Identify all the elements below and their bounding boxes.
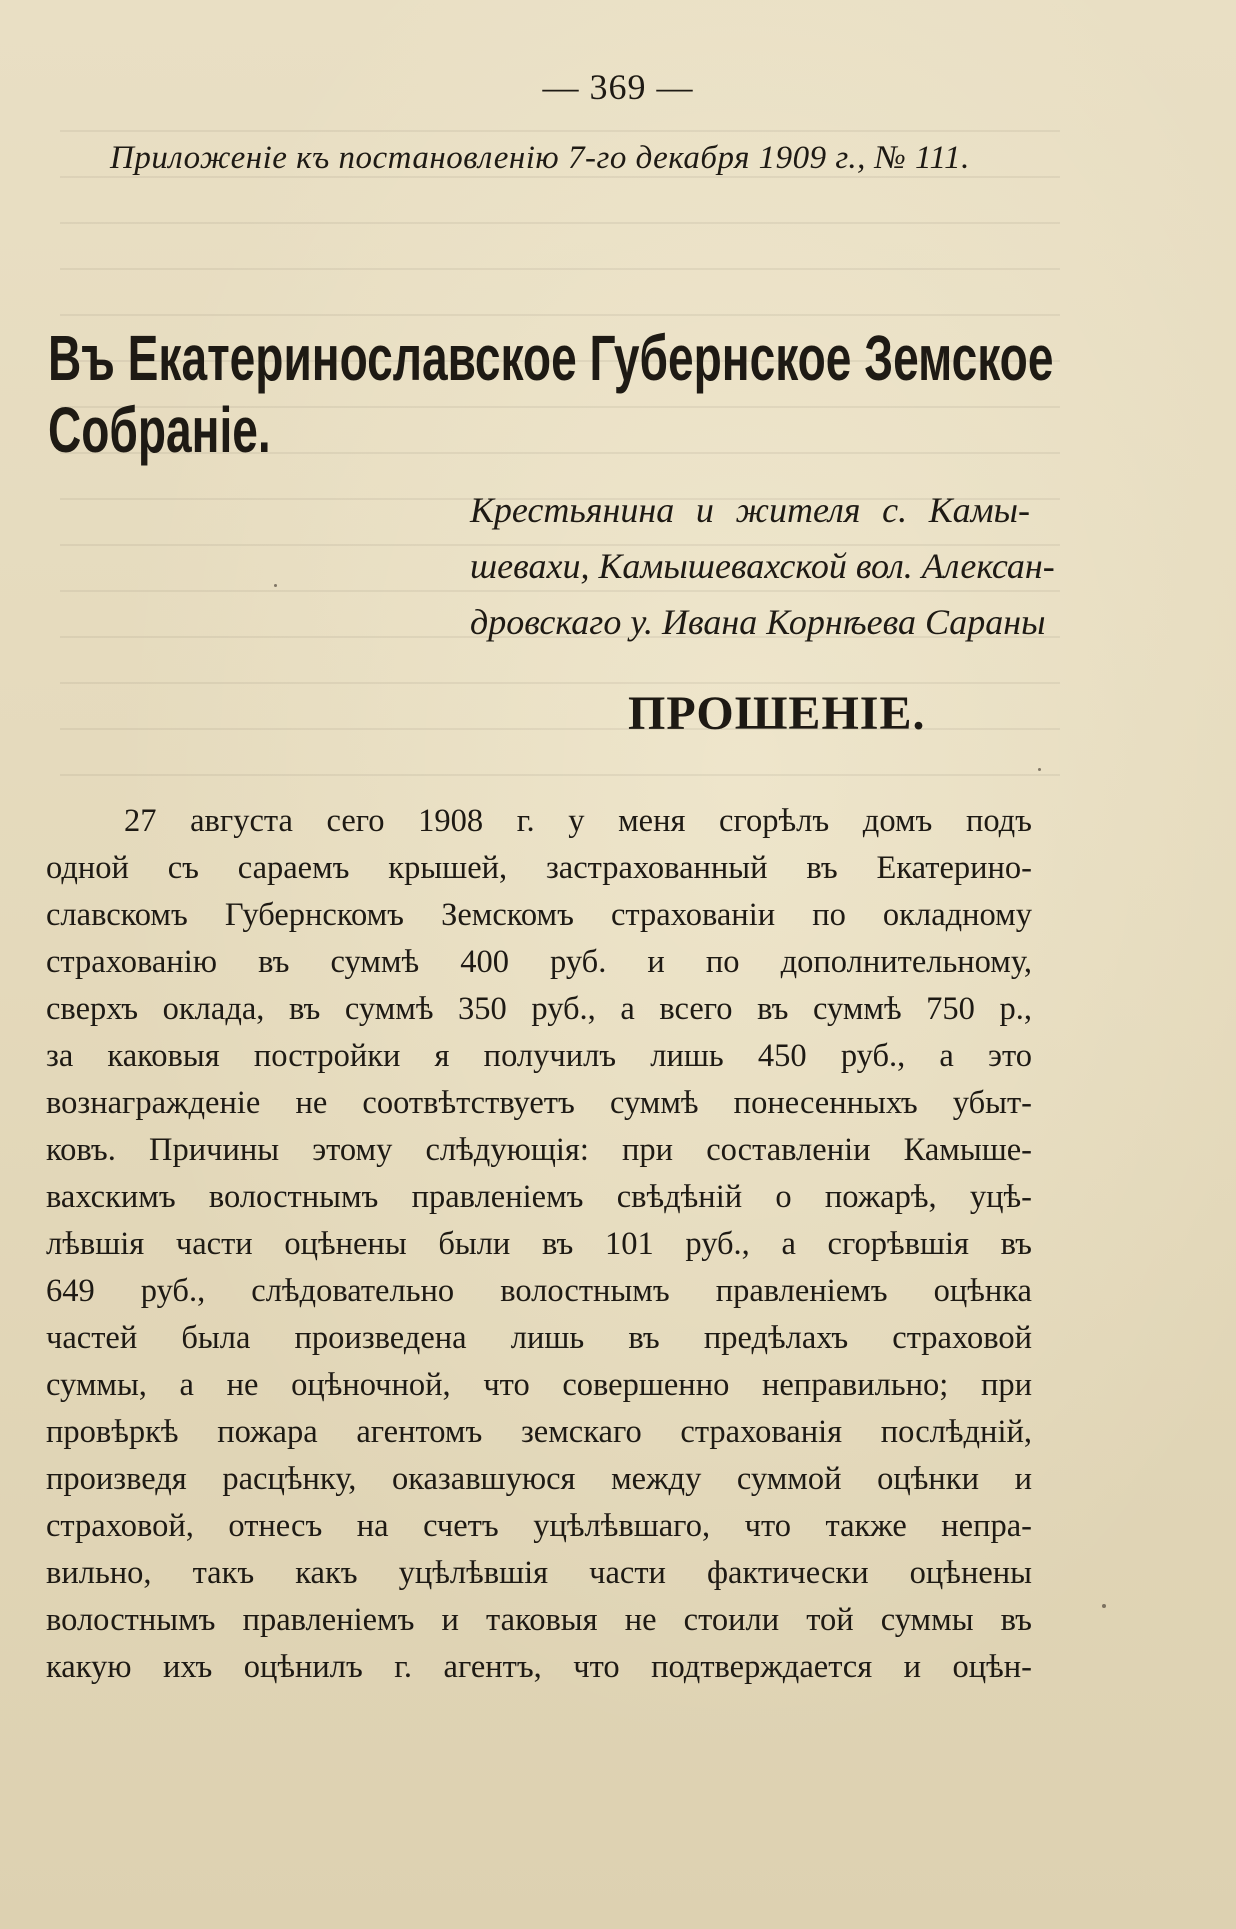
body-line: страховой, отнесъ на счетъ уцѣлѣвшаго, что также непра- bbox=[46, 1508, 1032, 1544]
body-line: вильно, такъ какъ уцѣлѣвшія части фактически оцѣнены bbox=[46, 1555, 1032, 1591]
body-line: произведя расцѣнку, оказавшуюся между суммой оцѣнки и bbox=[46, 1461, 1032, 1497]
body-line: 27 августа сего 1908 г. у меня сгорѣлъ домъ подъ bbox=[124, 803, 1032, 839]
appendix-note: Приложеніе къ постановленію 7-го декабря 1909 г., № 111. bbox=[110, 140, 970, 176]
document-title: ПРОШЕНІЕ. bbox=[628, 687, 926, 740]
body-line: суммы, а не оцѣночной, что совершенно неправильно; при bbox=[46, 1367, 1032, 1403]
body-line: 649 руб., слѣдовательно волостнымъ правленіемъ оцѣнка bbox=[46, 1273, 1032, 1309]
heading-line: Въ Екатеринославское Губернское Земское bbox=[48, 322, 1054, 394]
petitioner-line: Крестьянина и жителя с. Камы- bbox=[470, 490, 1030, 530]
petitioner-line: шевахи, Камышевахской вол. Алексан- bbox=[470, 546, 1055, 586]
body-line: частей была произведена лишь въ предѣлахъ страховой bbox=[46, 1320, 1032, 1356]
body-line: славскомъ Губернскомъ Земскомъ страхованіи по окладному bbox=[46, 897, 1032, 933]
body-line: страхованію въ суммѣ 400 руб. и по дополнительному, bbox=[46, 944, 1032, 980]
body-line: одной съ сараемъ крышей, застрахованный въ Екатерино- bbox=[46, 850, 1032, 886]
body-line: волостнымъ правленіемъ и таковыя не стоили той суммы въ bbox=[46, 1602, 1032, 1638]
heading-line: Собраніе. bbox=[48, 394, 271, 466]
body-line: провѣркѣ пожара агентомъ земскаго страхованія послѣдній, bbox=[46, 1414, 1032, 1450]
body-line: ковъ. Причины этому слѣдующія: при составленіи Камыше- bbox=[46, 1132, 1032, 1168]
page-number: — 369 — bbox=[542, 67, 694, 107]
body-text bbox=[46, 798, 1032, 1691]
body-line: за каковыя постройки я получилъ лишь 450 руб., а это bbox=[46, 1038, 1032, 1074]
paper-speck bbox=[1038, 768, 1041, 771]
body-line: сверхъ оклада, въ суммѣ 350 руб., а всего въ суммѣ 750 р., bbox=[46, 991, 1032, 1027]
paper-speck bbox=[1102, 1604, 1106, 1608]
body-line: вахскимъ волостнымъ правленіемъ свѣдѣній о пожарѣ, уцѣ- bbox=[46, 1179, 1032, 1215]
paper-speck bbox=[274, 584, 277, 587]
petitioner-block bbox=[470, 482, 1055, 650]
petitioner-line: дровскаго у. Ивана Корнѣева Сараны bbox=[470, 602, 1046, 642]
body-line: какую ихъ оцѣнилъ г. агентъ, что подтверждается и оцѣн- bbox=[46, 1649, 1032, 1685]
heading bbox=[48, 322, 1054, 466]
body-line: лѣвшія части оцѣнены были въ 101 руб., а сгорѣвшія въ bbox=[46, 1226, 1032, 1262]
body-line: вознагражденіе не соотвѣтствуетъ суммѣ понесенныхъ убыт- bbox=[46, 1085, 1032, 1121]
